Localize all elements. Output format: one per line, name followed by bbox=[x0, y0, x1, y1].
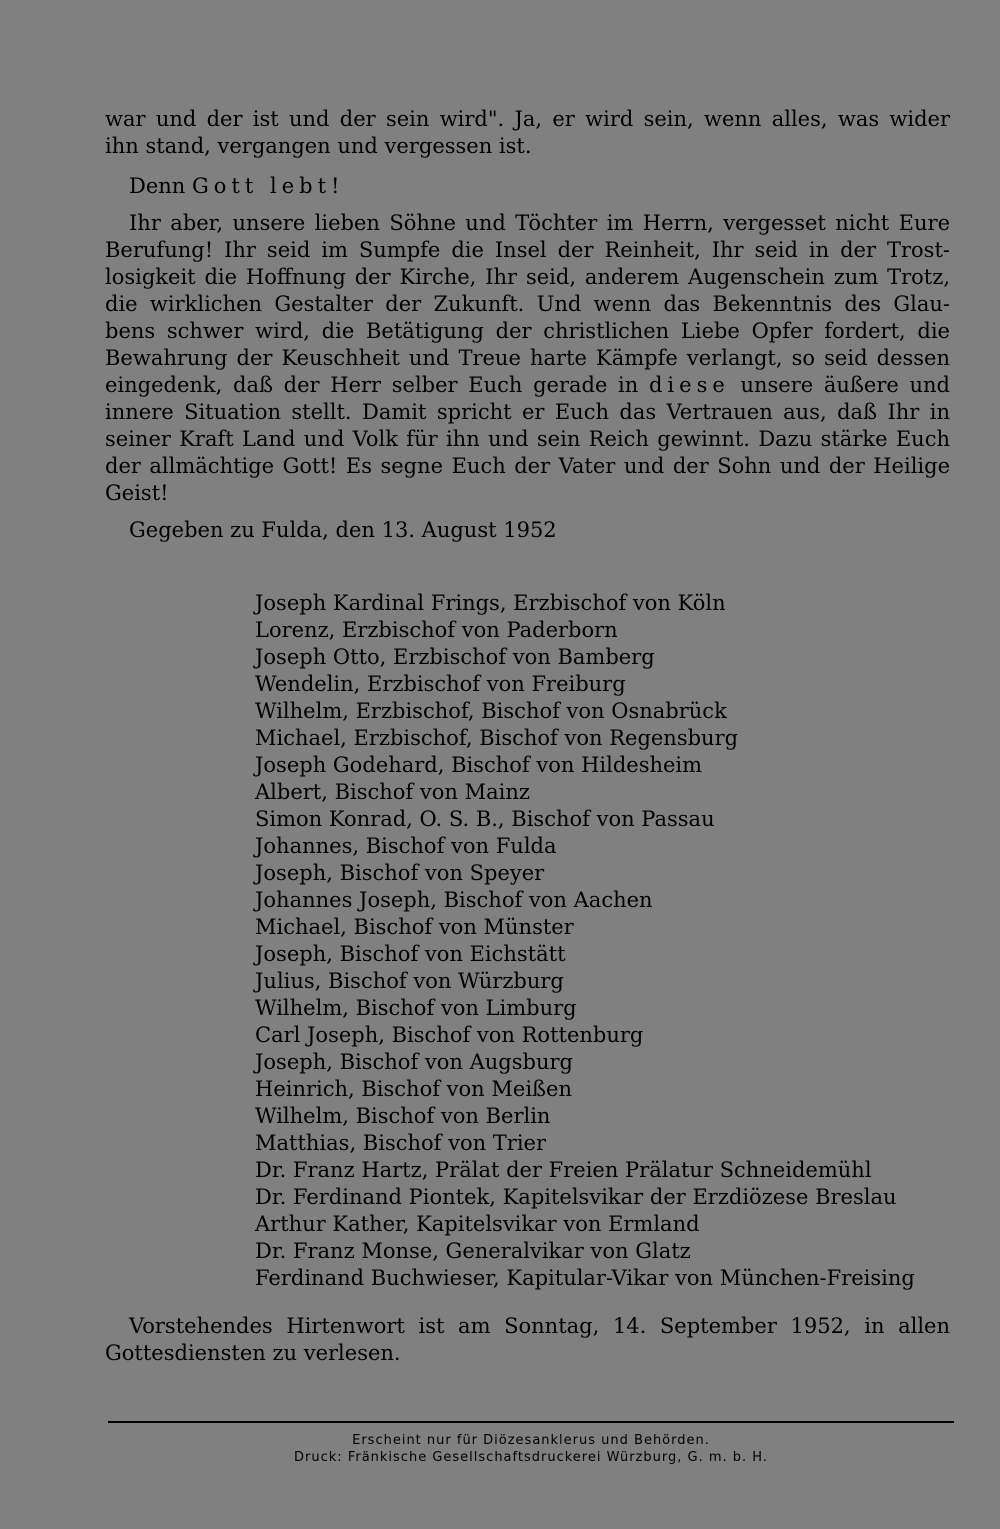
text-line: der allmächtige Gott! Es segne Euch der Vater und der Sohn und der Heilige bbox=[105, 454, 950, 478]
text-line: Geist! bbox=[105, 481, 169, 505]
signatory: Dr. Ferdinand Piontek, Kapitelsvikar der Erzdiözese Breslau bbox=[255, 1185, 897, 1209]
footer-line: Erscheint nur für Diözesanklerus und Behörden. bbox=[352, 1433, 710, 1448]
signatory: Dr. Franz Monse, Generalvikar von Glatz bbox=[255, 1239, 691, 1263]
text-line: Gegeben zu Fulda, den 13. August 1952 bbox=[129, 518, 557, 542]
text-line: die wirklichen Gestalter der Zukunft. Und wenn das Bekenntnis des Glau- bbox=[105, 292, 950, 316]
text-line: ihn stand, vergangen und vergessen ist. bbox=[105, 134, 532, 158]
text-fragment: Denn bbox=[129, 174, 186, 198]
signatory: Joseph, Bischof von Augsburg bbox=[255, 1050, 573, 1074]
text-line bbox=[105, 173, 950, 200]
signatory: Simon Konrad, O. S. B., Bischof von Passau bbox=[255, 807, 715, 831]
dateline bbox=[105, 517, 950, 544]
signatory: Johannes, Bischof von Fulda bbox=[255, 834, 557, 858]
text-line bbox=[105, 372, 950, 399]
signatory: Wilhelm, Erzbischof, Bischof von Osnabrück bbox=[255, 699, 727, 723]
text-line: war und der ist und der sein wird". Ja, er wird sein, wenn alles, was wider bbox=[105, 107, 950, 131]
paragraph-main bbox=[105, 210, 950, 507]
footer-divider bbox=[108, 1421, 954, 1423]
text-line: losigkeit die Hoffnung der Kirche, Ihr seid, anderem Augenschein zum Trotz, bbox=[105, 265, 950, 289]
paragraph-gott-lebt bbox=[105, 173, 950, 200]
closing-note bbox=[105, 1313, 950, 1367]
signatory: Ferdinand Buchwieser, Kapitular-Vikar von München-Freising bbox=[255, 1266, 915, 1290]
signatory: Joseph Otto, Erzbischof von Bamberg bbox=[255, 645, 655, 669]
signatory: Matthias, Bischof von Trier bbox=[255, 1131, 547, 1155]
text-fragment: eingedenk, daß der Herr selber Euch gerade in bbox=[105, 373, 639, 397]
emphasis-spaced: Gott lebt! bbox=[192, 174, 345, 198]
signatory: Dr. Franz Hartz, Prälat der Freien Prälatur Schneidemühl bbox=[255, 1158, 872, 1182]
signatory: Lorenz, Erzbischof von Paderborn bbox=[255, 618, 618, 642]
signatory: Joseph Godehard, Bischof von Hildesheim bbox=[255, 753, 703, 777]
signatory: Heinrich, Bischof von Meißen bbox=[255, 1077, 573, 1101]
text-line: bens schwer wird, die Betätigung der christlichen Liebe Opfer fordert, die bbox=[105, 319, 950, 343]
signatory: Wendelin, Erzbischof von Freiburg bbox=[255, 672, 626, 696]
text-line: Ihr aber, unsere lieben Söhne und Töchter im Herrn, vergesset nicht Eure bbox=[129, 211, 950, 235]
signatory: Julius, Bischof von Würzburg bbox=[255, 969, 564, 993]
signatory: Joseph, Bischof von Eichstätt bbox=[255, 942, 566, 966]
signatory: Michael, Erzbischof, Bischof von Regensburg bbox=[255, 726, 739, 750]
text-line: Gottesdiensten zu verlesen. bbox=[105, 1341, 401, 1365]
signatory: Joseph, Bischof von Speyer bbox=[255, 861, 545, 885]
footer bbox=[108, 1432, 954, 1466]
text-line: seiner Kraft Land und Volk für ihn und sein Reich gewinnt. Dazu stärke Euch bbox=[105, 427, 950, 451]
signatory: Johannes Joseph, Bischof von Aachen bbox=[255, 888, 653, 912]
signatory: Joseph Kardinal Frings, Erzbischof von Köln bbox=[255, 591, 726, 615]
text-line: innere Situation stellt. Damit spricht er Euch das Vertrauen aus, daß Ihr in bbox=[105, 400, 950, 424]
emphasis-spaced: diese bbox=[648, 373, 730, 397]
signatory-list bbox=[255, 590, 955, 1292]
signatory: Michael, Bischof von Münster bbox=[255, 915, 574, 939]
text-line: Bewahrung der Keuschheit und Treue harte Kämpfe verlangt, so seid dessen bbox=[105, 346, 950, 370]
text-line: Vorstehendes Hirtenwort ist am Sonntag, 14. September 1952, in allen bbox=[129, 1314, 950, 1338]
text-fragment: unsere äußere und bbox=[740, 373, 950, 397]
paragraph-opening bbox=[105, 106, 950, 160]
text-line: Berufung! Ihr seid im Sumpfe die Insel der Reinheit, Ihr seid in der Trost- bbox=[105, 238, 950, 262]
signatory: Wilhelm, Bischof von Limburg bbox=[255, 996, 577, 1020]
footer-line: Druck: Fränkische Gesellschaftsdruckerei Würzburg, G. m. b. H. bbox=[294, 1450, 768, 1465]
signatory: Arthur Kather, Kapitelsvikar von Ermland bbox=[255, 1212, 700, 1236]
signatory: Wilhelm, Bischof von Berlin bbox=[255, 1104, 551, 1128]
signatory: Albert, Bischof von Mainz bbox=[255, 780, 530, 804]
signatory: Carl Joseph, Bischof von Rottenburg bbox=[255, 1023, 644, 1047]
